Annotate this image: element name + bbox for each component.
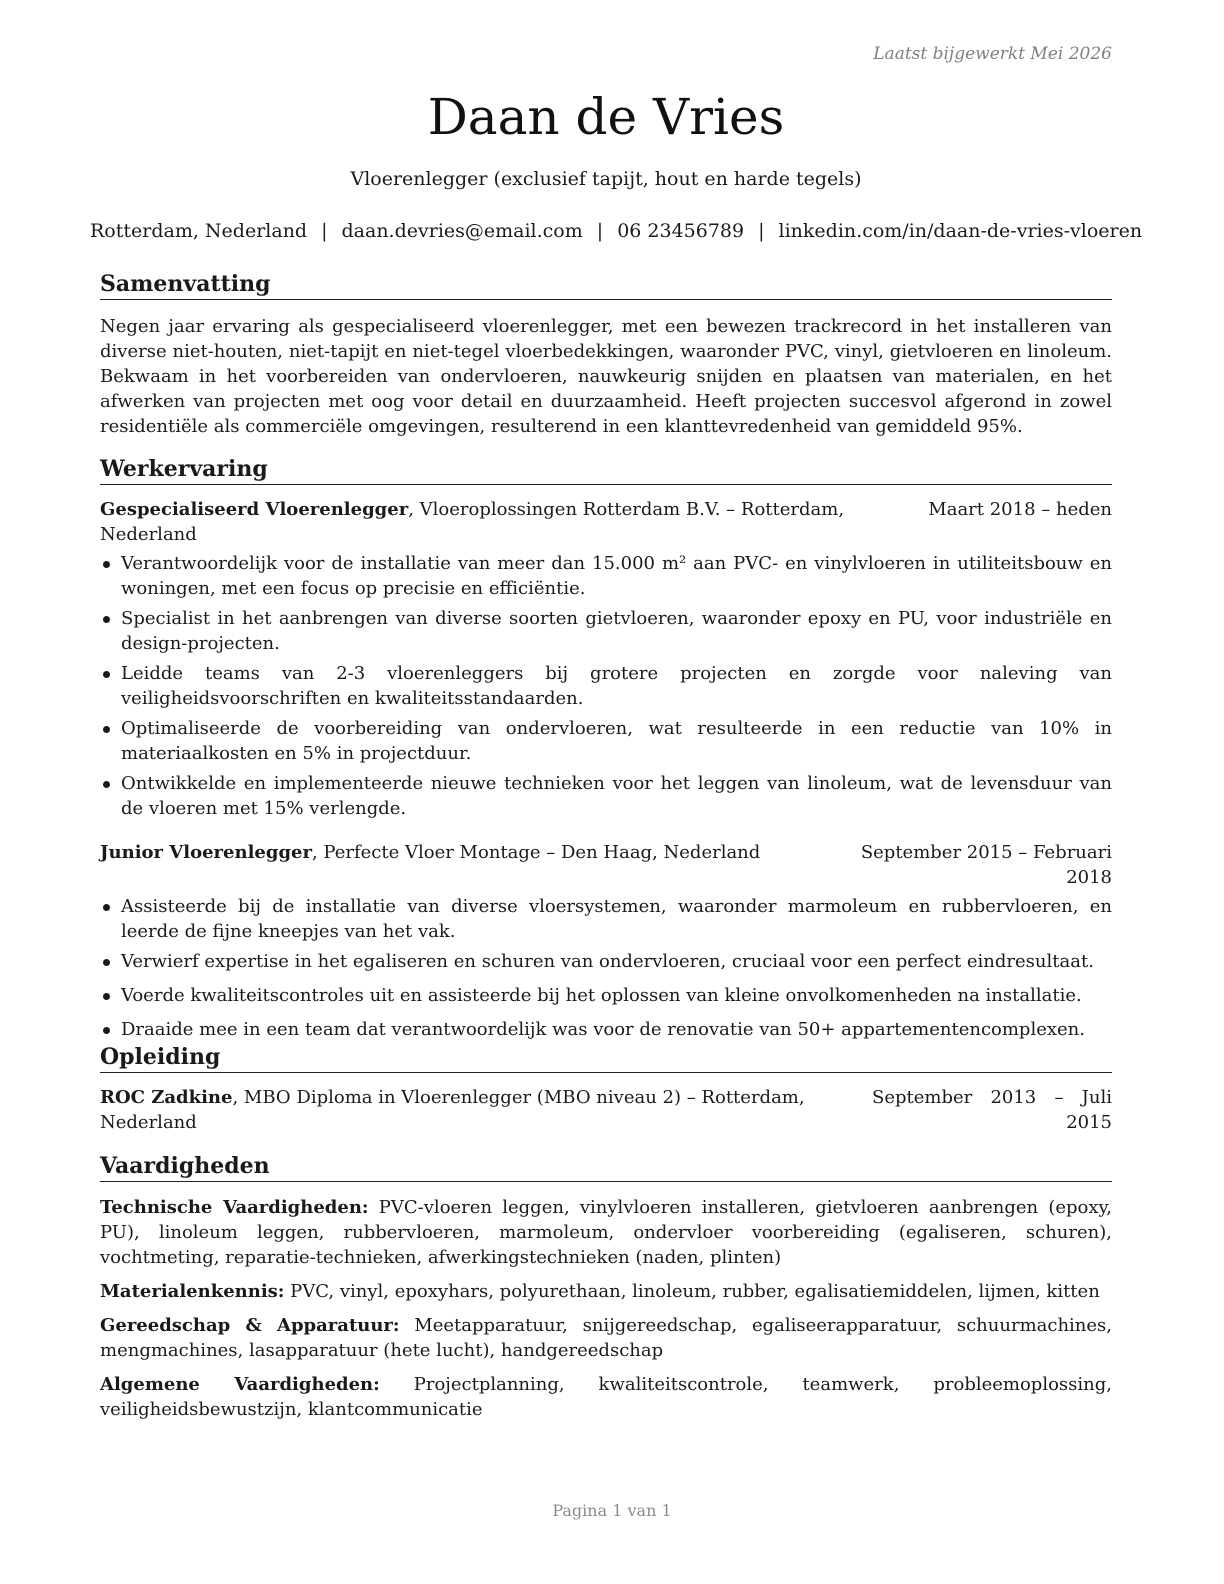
list-item: Specialist in het aanbrengen van diverse soorten gietvloeren, waaronder epoxy en PU, voor industriële en design-projecten. <box>100 606 1112 656</box>
contact-linkedin[interactable]: linkedin.com/in/daan-de-vries-vloeren <box>778 220 1143 242</box>
skill-row: Algemene Vaardigheden: Projectplanning, kwaliteitscontrole, teamwerk, probleemoplossing, veiligheidsbewustzijn, klantcommunicatie <box>100 1374 1112 1420</box>
bullet-icon <box>103 959 110 966</box>
list-item: Optimaliseerde de voorbereiding van ondervloeren, wat resulteerde in een reductie van 10% in materiaalkosten en 5% in projectduur. <box>100 716 1112 766</box>
list-item: Ontwikkelde en implementeerde nieuwe technieken voor het leggen van linoleum, wat de levensduur van de vloeren met 15% verlengde. <box>100 771 1112 821</box>
last-updated: Laatst bijgewerkt Mei 2026 <box>873 44 1112 64</box>
contact-separator: | <box>321 220 328 242</box>
section-heading-experience: Werkervaring <box>100 455 1112 485</box>
education-section <box>100 1043 1112 1135</box>
job-title: Gespecialiseerd Vloerenlegger <box>100 499 409 520</box>
contact-location: Rotterdam, Nederland <box>90 220 308 242</box>
education-dates: September 2013 – Juli 2015 <box>872 1087 1112 1133</box>
job-entry <box>100 497 1112 821</box>
job-company: , Perfecte Vloer Montage – Den Haag, Nederland <box>311 842 761 863</box>
skills-section <box>100 1152 1112 1431</box>
job-bullets <box>100 894 1112 1042</box>
school-name: ROC Zadkine <box>100 1087 233 1108</box>
contact-separator: | <box>758 220 765 242</box>
list-item: Draaide mee in een team dat verantwoordelijk was voor de renovatie van 50+ appartementencomplexen. <box>100 1017 1112 1042</box>
contact-email[interactable]: daan.devries@email.com <box>341 220 583 242</box>
section-heading-skills: Vaardigheden <box>100 1152 1112 1182</box>
skill-row: Materialenkennis: PVC, vinyl, epoxyhars, polyurethaan, linoleum, rubber, egalisatiemiddelen, lijmen, kitten <box>100 1281 1100 1302</box>
bullet-icon <box>103 781 110 788</box>
section-heading-summary: Samenvatting <box>100 270 1112 300</box>
job-title: Junior Vloerenlegger <box>100 842 312 863</box>
bullet-icon <box>103 904 110 911</box>
bullet-icon <box>103 671 110 678</box>
skill-row: Technische Vaardigheden: PVC-vloeren leggen, vinylvloeren installeren, gietvloeren aanbrengen (epoxy, PU), linoleum leggen, rubbervloeren, marmoleum, ondervloer voorbereiding (egaliseren, schuren), vochtmeting, reparatie-technieken, afwerkingstechnieken (naden, plinten) <box>100 1197 1113 1268</box>
list-item: Assisteerde bij de installatie van diverse vloersystemen, waaronder marmoleum en rubbervloeren, en leerde de fijne kneepjes van het vak. <box>100 894 1112 944</box>
experience-section <box>100 455 1112 1047</box>
list-item: Verantwoordelijk voor de installatie van meer dan 15.000 m² aan PVC- en vinylvloeren in utiliteitsbouw en woningen, met een focus op precisie en efficiëntie. <box>100 551 1112 601</box>
list-item: Voerde kwaliteitscontroles uit en assisteerde bij het oplossen van kleine onvolkomenheden na installatie. <box>100 983 1112 1008</box>
section-heading-education: Opleiding <box>100 1043 1112 1073</box>
education-entry <box>100 1085 1112 1135</box>
bullet-icon <box>103 1027 110 1034</box>
list-item: Leidde teams van 2-3 vloerenleggers bij grotere projecten en zorgde voor naleving van veiligheidsvoorschriften en kwaliteitsstandaarden. <box>100 661 1112 711</box>
bullet-icon <box>103 561 110 568</box>
contact-line <box>90 218 1143 244</box>
job-company: , Vloeroplossingen Rotterdam B.V. – Rotterdam, Nederland <box>100 499 845 545</box>
bullet-icon <box>103 726 110 733</box>
job-header <box>100 840 1112 890</box>
summary-text: Negen jaar ervaring als gespecialiseerd vloerenlegger, met een bewezen trackrecord in het installeren van diverse niet-houten, niet-tapijt en niet-tegel vloerbedekkingen, waaronder PVC, vinyl, gietvloeren en linoleum. Bekwaam in het voorbereiden van ondervloeren, nauwkeurig snijden en plaatsen van materialen, en het afwerken van projecten met oog voor detail en duurzaamheid. Heeft projecten succesvol afgerond in zowel residentiële als commerciële omgevingen, resulterend in een klanttevredenheid van gemiddeld 95%. <box>100 316 1112 437</box>
job-title: Vloerenlegger (exclusief tapijt, hout en harde tegels) <box>350 168 862 190</box>
job-entry <box>100 840 1112 1042</box>
candidate-name: Daan de Vries <box>427 88 785 146</box>
contact-separator: | <box>596 220 604 242</box>
page-number: Pagina 1 van 1 <box>552 1501 672 1520</box>
bullet-icon <box>103 993 110 1000</box>
job-header <box>100 497 1112 547</box>
job-dates: Maart 2018 – heden <box>928 499 1112 520</box>
job-dates: September 2015 – Februari 2018 <box>860 842 1112 888</box>
list-item: Verwierf expertise in het egaliseren en schuren van ondervloeren, cruciaal voor een perfect eindresultaat. <box>100 949 1112 974</box>
summary-section <box>100 270 1112 439</box>
contact-phone: 06 23456789 <box>617 220 745 242</box>
skill-row: Gereedschap & Apparatuur: Meetapparatuur, snijgereedschap, egaliseerapparatuur, schuurmachines, mengmachines, lasapparatuur (hete lucht), handgereedschap <box>100 1315 1112 1361</box>
bullet-icon <box>103 616 110 623</box>
job-bullets <box>100 551 1112 821</box>
skills-list <box>100 1195 1112 1422</box>
education-detail: , MBO Diploma in Vloerenlegger (MBO niveau 2) – Rotterdam, Nederland <box>100 1087 805 1133</box>
